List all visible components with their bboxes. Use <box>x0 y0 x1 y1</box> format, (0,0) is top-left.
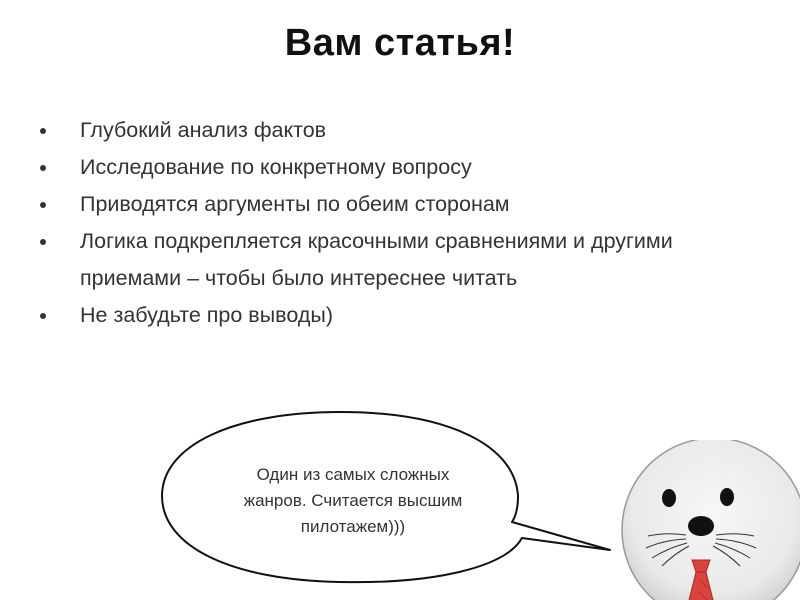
bullet-text: Не забудьте про выводы) <box>80 303 333 327</box>
seal-left-eye <box>662 489 676 507</box>
bullet-item <box>40 297 760 334</box>
bullet-dot-icon <box>40 239 46 245</box>
bullet-dot-icon <box>40 202 46 208</box>
speech-bubble-line: пилотажем))) <box>300 517 406 536</box>
bullet-dot-icon <box>40 165 46 171</box>
bullet-text: Логика подкрепляется красочными сравнениями и другими приемами – чтобы было интереснее читать <box>80 229 673 290</box>
bullet-text: Исследование по конкретному вопросу <box>80 155 472 179</box>
seal-nose <box>688 516 714 536</box>
bullet-list <box>40 112 760 334</box>
bullet-text: Приводятся аргументы по обеим сторонам <box>80 192 510 216</box>
bullet-item <box>40 149 760 186</box>
seal-with-tie-icon <box>614 440 800 600</box>
speech-bubble-line: Один из самых сложных <box>256 465 450 484</box>
bullet-item <box>40 112 760 149</box>
speech-bubble-line: жанров. Считается высшим <box>243 491 463 510</box>
speech-bubble-text <box>198 462 508 540</box>
bullet-dot-icon <box>40 128 46 134</box>
slide-title: Вам статья! <box>284 22 516 64</box>
bullet-item <box>40 186 760 223</box>
bullet-text: Глубокий анализ фактов <box>80 118 327 142</box>
bullet-dot-icon <box>40 313 46 319</box>
seal-right-eye <box>720 488 734 506</box>
bullet-item <box>40 223 760 297</box>
